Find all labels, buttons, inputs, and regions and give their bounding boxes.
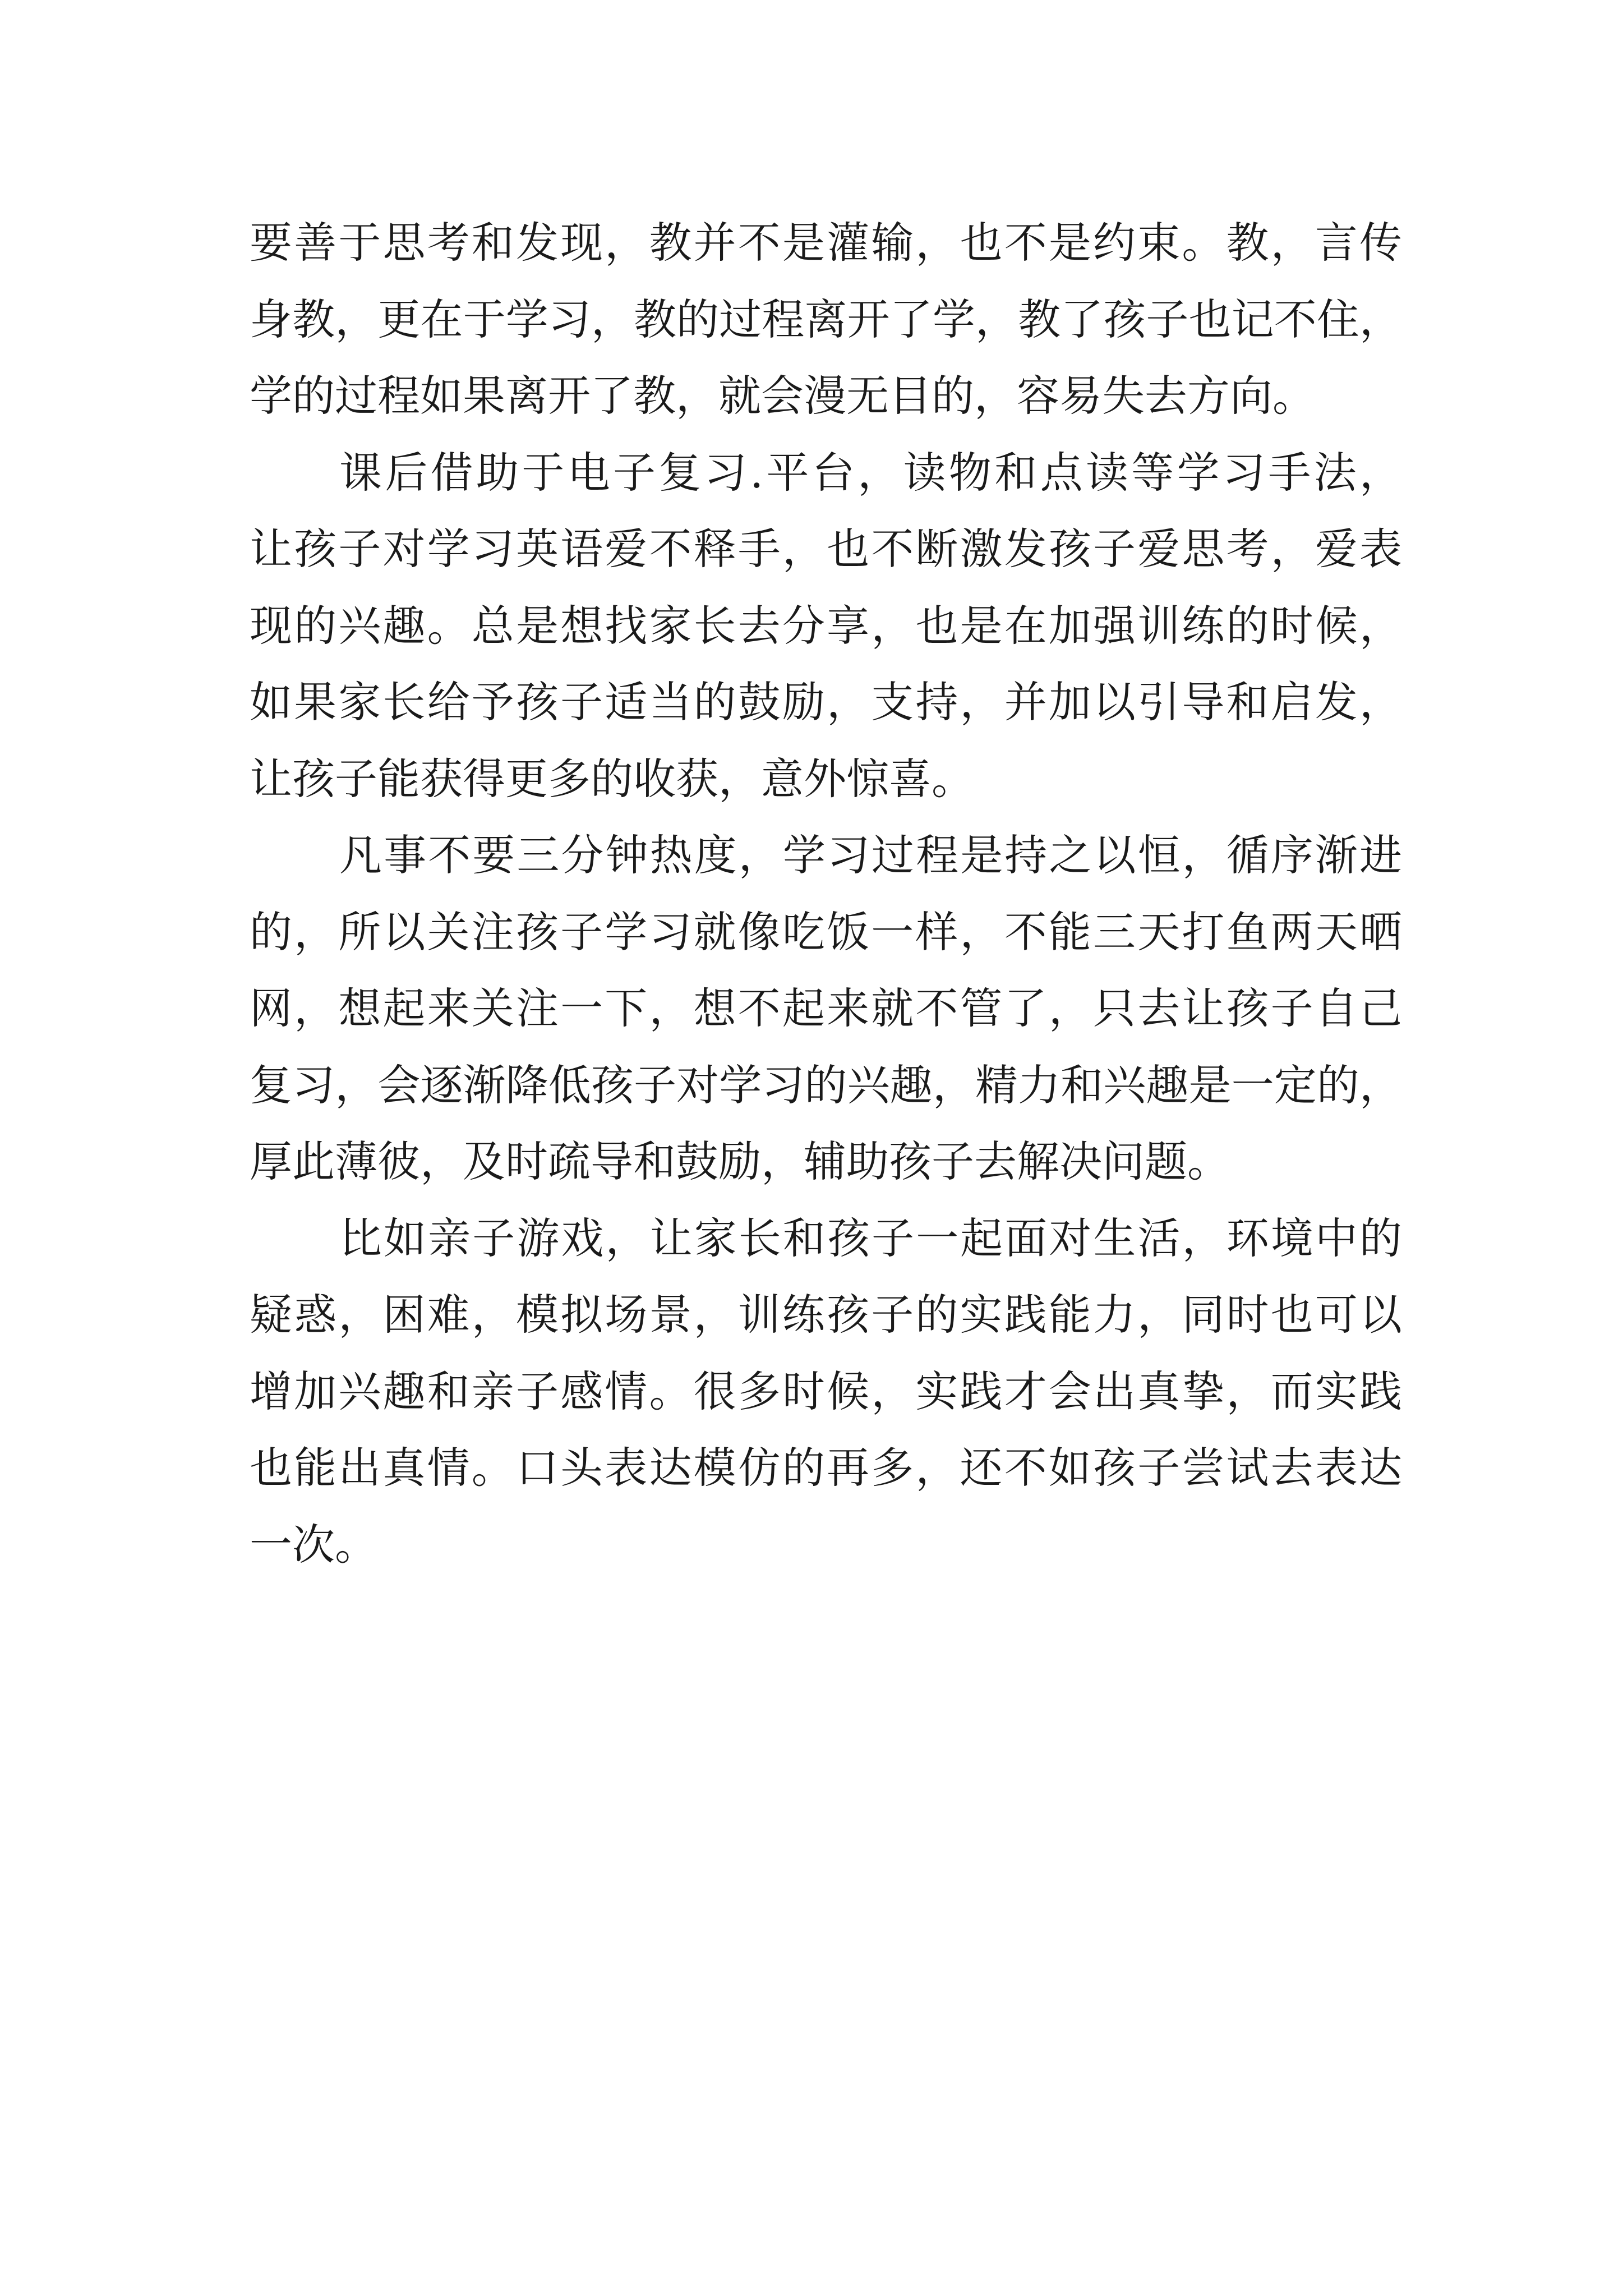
body-text <box>250 205 1402 1583</box>
text-line: 也能出真情。口头表达模仿的再多，还不如孩子尝试去表达 <box>250 1443 1402 1493</box>
text-line: 身教，更在于学习，教的过程离开了学，教了孩子也记不住， <box>250 294 1402 344</box>
paragraph-first-line: 凡事不要三分钟热度，学习过程是持之以恒，循序渐进 <box>339 830 1402 880</box>
text-line: 一次。 <box>250 1519 377 1570</box>
text-line: 网，想起来关注一下，想不起来就不管了，只去让孩子自己 <box>250 983 1402 1033</box>
text-line: 厚此薄彼，及时疏导和鼓励，辅助孩子去解决问题。 <box>250 1137 1230 1186</box>
paragraph-first-line: 课后借助于电子复习.平台，读物和点读等学习手法， <box>339 447 1402 498</box>
text-line: 的，所以关注孩子学习就像吃饭一样，不能三天打鱼两天晒 <box>250 907 1402 957</box>
text-line: 增加兴趣和亲子感情。很多时候，实践才会出真挚，而实践 <box>250 1366 1402 1416</box>
text-line: 要善于思考和发现，教并不是灌输，也不是约束。教，言传 <box>250 218 1402 268</box>
text-line: 让孩子对学习英语爱不释手，也不断激发孩子爱思考，爱表 <box>250 524 1402 574</box>
text-line: 让孩子能获得更多的收获，意外惊喜。 <box>250 753 974 804</box>
text-line: 学的过程如果离开了教，就会漫无目的，容易失去方向。 <box>250 371 1315 421</box>
text-line: 如果家长给予孩子适当的鼓励，支持，并加以引导和启发， <box>250 677 1402 727</box>
text-line: 复习，会逐渐降低孩子对学习的兴趣，精力和兴趣是一定的， <box>250 1060 1402 1110</box>
text-line: 疑惑，困难，模拟场景，训练孩子的实践能力，同时也可以 <box>250 1290 1402 1340</box>
paragraph-first-line: 比如亲子游戏，让家长和孩子一起面对生活，环境中的 <box>339 1213 1402 1263</box>
text-line: 现的兴趣。总是想找家长去分享，也是在加强训练的时候， <box>250 600 1402 651</box>
